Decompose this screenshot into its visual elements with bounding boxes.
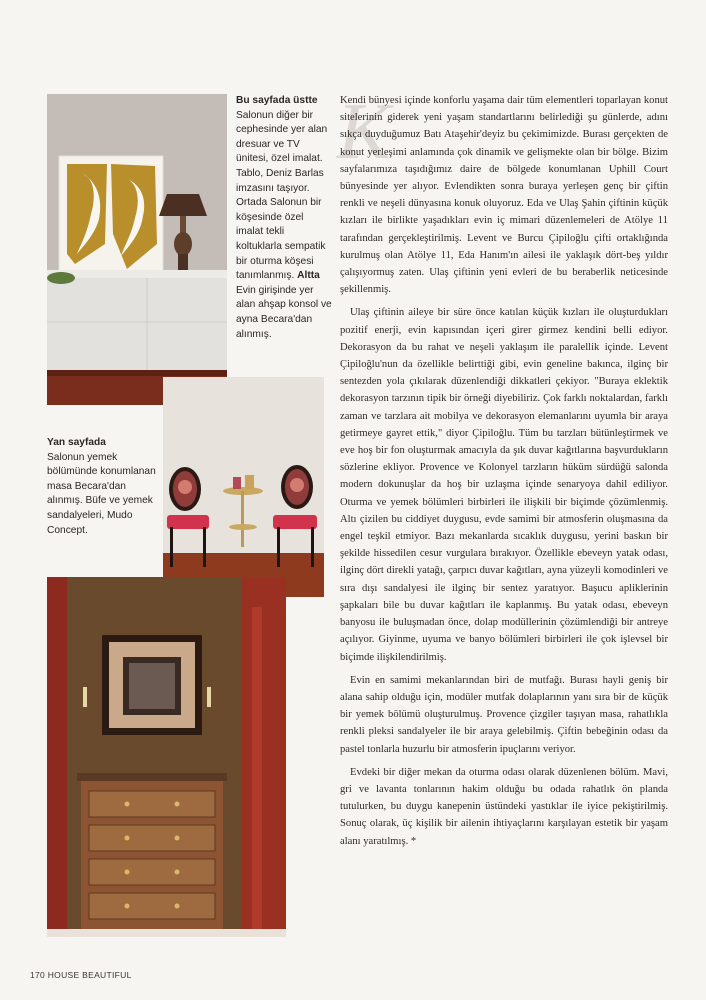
caption-side-heading: Yan sayfada bbox=[47, 437, 106, 448]
chairs-illustration bbox=[163, 377, 324, 597]
caption-top-heading: Bu sayfada üstte bbox=[236, 95, 318, 106]
article-paragraph: Evin en samimi mekanlarından biri de mutfağı. Burası hayli geniş bir alana sahip olduğu için, modüler mutfak dolaplarının yanı sıra bir de küçük bir yemek bölümü oluşturulmuş. Provence çizgiler taşıyan masa, rahatlıkla renkli pleksi sandalyeler ile bir araya gelebilmiş. Çiftin bebeğinin odası da pastel tonlarla huzurlu bir atmosferin ipuçlarını veriyor. bbox=[340, 674, 668, 755]
decorative-dropcap: K bbox=[337, 88, 391, 176]
article-paragraph: Evdeki bir diğer mekan da oturma odası olarak düzenlenen bölüm. Mavi, gri ve lavanta tonlarının hakim olduğu bu odada rahatlık ön planda tutulurken, bu duygu kanepenin üstündeki yastıklar ile iyice pekiştirilmiş. Sonuç olarak, üç kişilik bir ailenin ihtiyaçlarını karşılayan estetik bir yaşam alanı yaratılmış. * bbox=[340, 766, 668, 847]
photo-entrance-console bbox=[47, 577, 286, 937]
article-paragraph: Kendi bünyesi içinde konforlu yaşama dair tüm elementleri toparlayan konut sitelerinin giderek yeni yaşam standartlarını belirlediği şu günlerde, adını sıkça duyduğumuz Batı Ataşehir'deyiz bu çekimimizde. Burası gerçekten de konut yerleşimi anlamında çok dinamik ve gelişmekte olan bir bölge. Bizim sayfalarımıza taşıdığımız daire de bölgede konumlanan Uphill Court bünyesinde yer alıyor. Evlendikten sonra buraya yerleşen genç bir çiftin renkli ve neşeli dünyasına konuk oluyoruz. Eda ve Ulaş Şahin çiftinin küçük kızları ile birlikte yaşadıkları evin iç mimari düzenlemeleri de Atölye 11 tarafından gerçekleştirilmiş. Levent ve Burcu Çipiloğlu çifti ortaklığında kurulmuş olan Atölye 11, Eda Hanım'ın ailesi ile yaklaşık dört-beş yıldır çalışıyormuş zaten. Ulaş çiftinin yeni evleri de bu beraberlik neticesinde şekillenmiş. bbox=[340, 95, 668, 296]
caption-top-heading2: Altta bbox=[297, 270, 320, 282]
caption-top-text2: Evin girişinde yer alan ahşap konsol ve ayna Becara'dan alınmış. bbox=[236, 284, 332, 340]
living-room-illustration bbox=[47, 94, 227, 405]
caption-top bbox=[236, 94, 332, 342]
photo-living-room-console bbox=[47, 94, 227, 405]
page-footer: 170 HOUSE BEAUTIFUL bbox=[30, 970, 132, 980]
caption-side bbox=[47, 436, 157, 538]
caption-side-text: Salonun yemek bölümünde konumlanan masa Becara'dan alınmış. Büfe ve yemek sandalyeleri, Mudo Concept. bbox=[47, 451, 156, 536]
photo-sitting-corner bbox=[163, 377, 324, 597]
caption-top-text: Salonun diğer bir cephesinde yer alan dresuar ve TV ünitesi, özel imalat. Tablo, Deniz Barlas imzasını taşıyor. Ortada Salonun bir köşesinde özel imalat tekli koltuklarla sempatik bir oturma köşesi tanımlanmış. bbox=[236, 109, 328, 282]
entrance-illustration bbox=[47, 577, 286, 937]
article-body bbox=[340, 92, 668, 856]
article-paragraph: Ulaş çiftinin aileye bir süre önce katılan küçük kızları ile oluşturdukları pozitif enerji, evin kapısından içeri girer girmez kendini belli ediyor. Dekorasyon da bu rahat ve neşeli yaklaşım ile paralellik içinde. Levent Çipiloğlu'nun da özellikle belirttiği gibi, evin geneline bakınca, ilginç bir sentezden yola çıkılarak düzenlendiği dikkatleri çekiyor. "Buraya eklektik dekorasyon tarzının tipik bir örneği diyebiliriz. Çok farklı noktalardan, farklı zaman ve tarzlara ait mobilya ve dekorasyon elemanlarını uyumla bir araya getirmeye gayret ettik," diyor Çipiloğlu. Tüm bu tarzları bütünleştirmek ve eve hoş bir fon oluşturmak amacıyla da şık duvar kağıtlarına başvurdukların sözlerine ekliyor. Provence ve Kolonyel tarzların hüküm sürdüğü salonda modern dokunuşlar da hoş bir uzlaşma içinde senaryoya dahil ediliyor. Oturma ve yemek bölümleri birbirleri ile ilişkili bir biçimde çözümlenmiş. Altı çizilen bu ciddiyet duygusu, evde samimi bir atmosferin oluşmasına da engel teşkil etmiyor. Bazı mekanlarda sıcaklık duygusu, yerini baskın bir şekilde hissedilen cesur vurgulara bırakıyor. Özellikle ebeveyn yatak odası, ilginç dört direkli yatağı, çarpıcı duvar kağıtları, ayna yüzeyli komodinleri ve sıra dışı sandalyesi ile ilginç bir sentez yaratıyor. Başucu apliklerinin şapkaları bile bu duvar kağıtları ile kaplanmış. Bu yatak odası, ebeveyn banyosu ile buluşmadan önce, dolap modüllerinin çözümlendiği bir antreye açılıyor. Giyinme, uyuma ve banyo bölümleri birbirleri ile çok işlevsel bir biçimde ilişkilendirilmiş. bbox=[340, 307, 668, 663]
